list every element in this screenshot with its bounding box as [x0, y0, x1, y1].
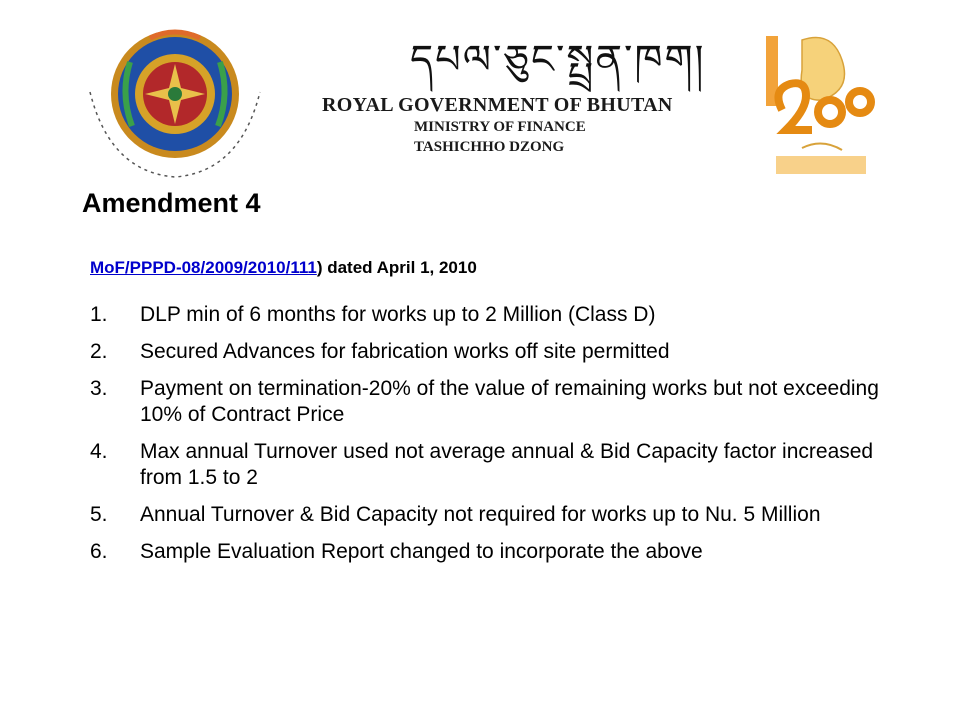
reference-link[interactable]: MoF/PPPD-08/2009/2010/111	[90, 258, 317, 277]
item-number: 5.	[90, 503, 108, 526]
government-name: ROYAL GOVERNMENT OF BHUTAN	[322, 94, 673, 116]
letterhead	[322, 36, 722, 157]
list-item	[90, 439, 880, 491]
ministry-name: MINISTRY OF FINANCE	[414, 119, 586, 135]
list-item	[90, 502, 880, 528]
ministry-location: TASHICHHO DZONG	[414, 139, 565, 155]
centenary-logo-icon	[762, 30, 880, 180]
slide-title: Amendment 4	[82, 188, 261, 218]
reference-line	[90, 258, 477, 278]
list-item	[90, 302, 880, 328]
item-text: Annual Turnover & Bid Capacity not required for works up to Nu. 5 Million	[140, 503, 821, 526]
amendment-list	[90, 302, 880, 576]
reference-date: ) dated April 1, 2010	[316, 258, 477, 277]
item-number: 4.	[90, 440, 108, 463]
list-item	[90, 539, 880, 565]
tibetan-heading: དཔལ་ཅུང་སྤྲན་ཁག།	[410, 37, 706, 83]
item-text: DLP min of 6 months for works up to 2 Million (Class D)	[140, 303, 656, 326]
item-text: Payment on termination-20% of the value of remaining works but not exceeding 10% of Contract Price	[140, 377, 879, 426]
item-text: Secured Advances for fabrication works off site permitted	[140, 340, 670, 363]
item-text: Sample Evaluation Report changed to incorporate the above	[140, 540, 703, 563]
item-number: 1.	[90, 303, 108, 326]
item-text: Max annual Turnover used not average annual & Bid Capacity factor increased from 1.5 to 2	[140, 440, 874, 489]
item-number: 3.	[90, 377, 108, 400]
list-item	[90, 376, 880, 428]
list-item	[90, 339, 880, 365]
item-number: 2.	[90, 340, 108, 363]
bhutan-emblem-icon	[80, 22, 270, 182]
item-number: 6.	[90, 540, 108, 563]
